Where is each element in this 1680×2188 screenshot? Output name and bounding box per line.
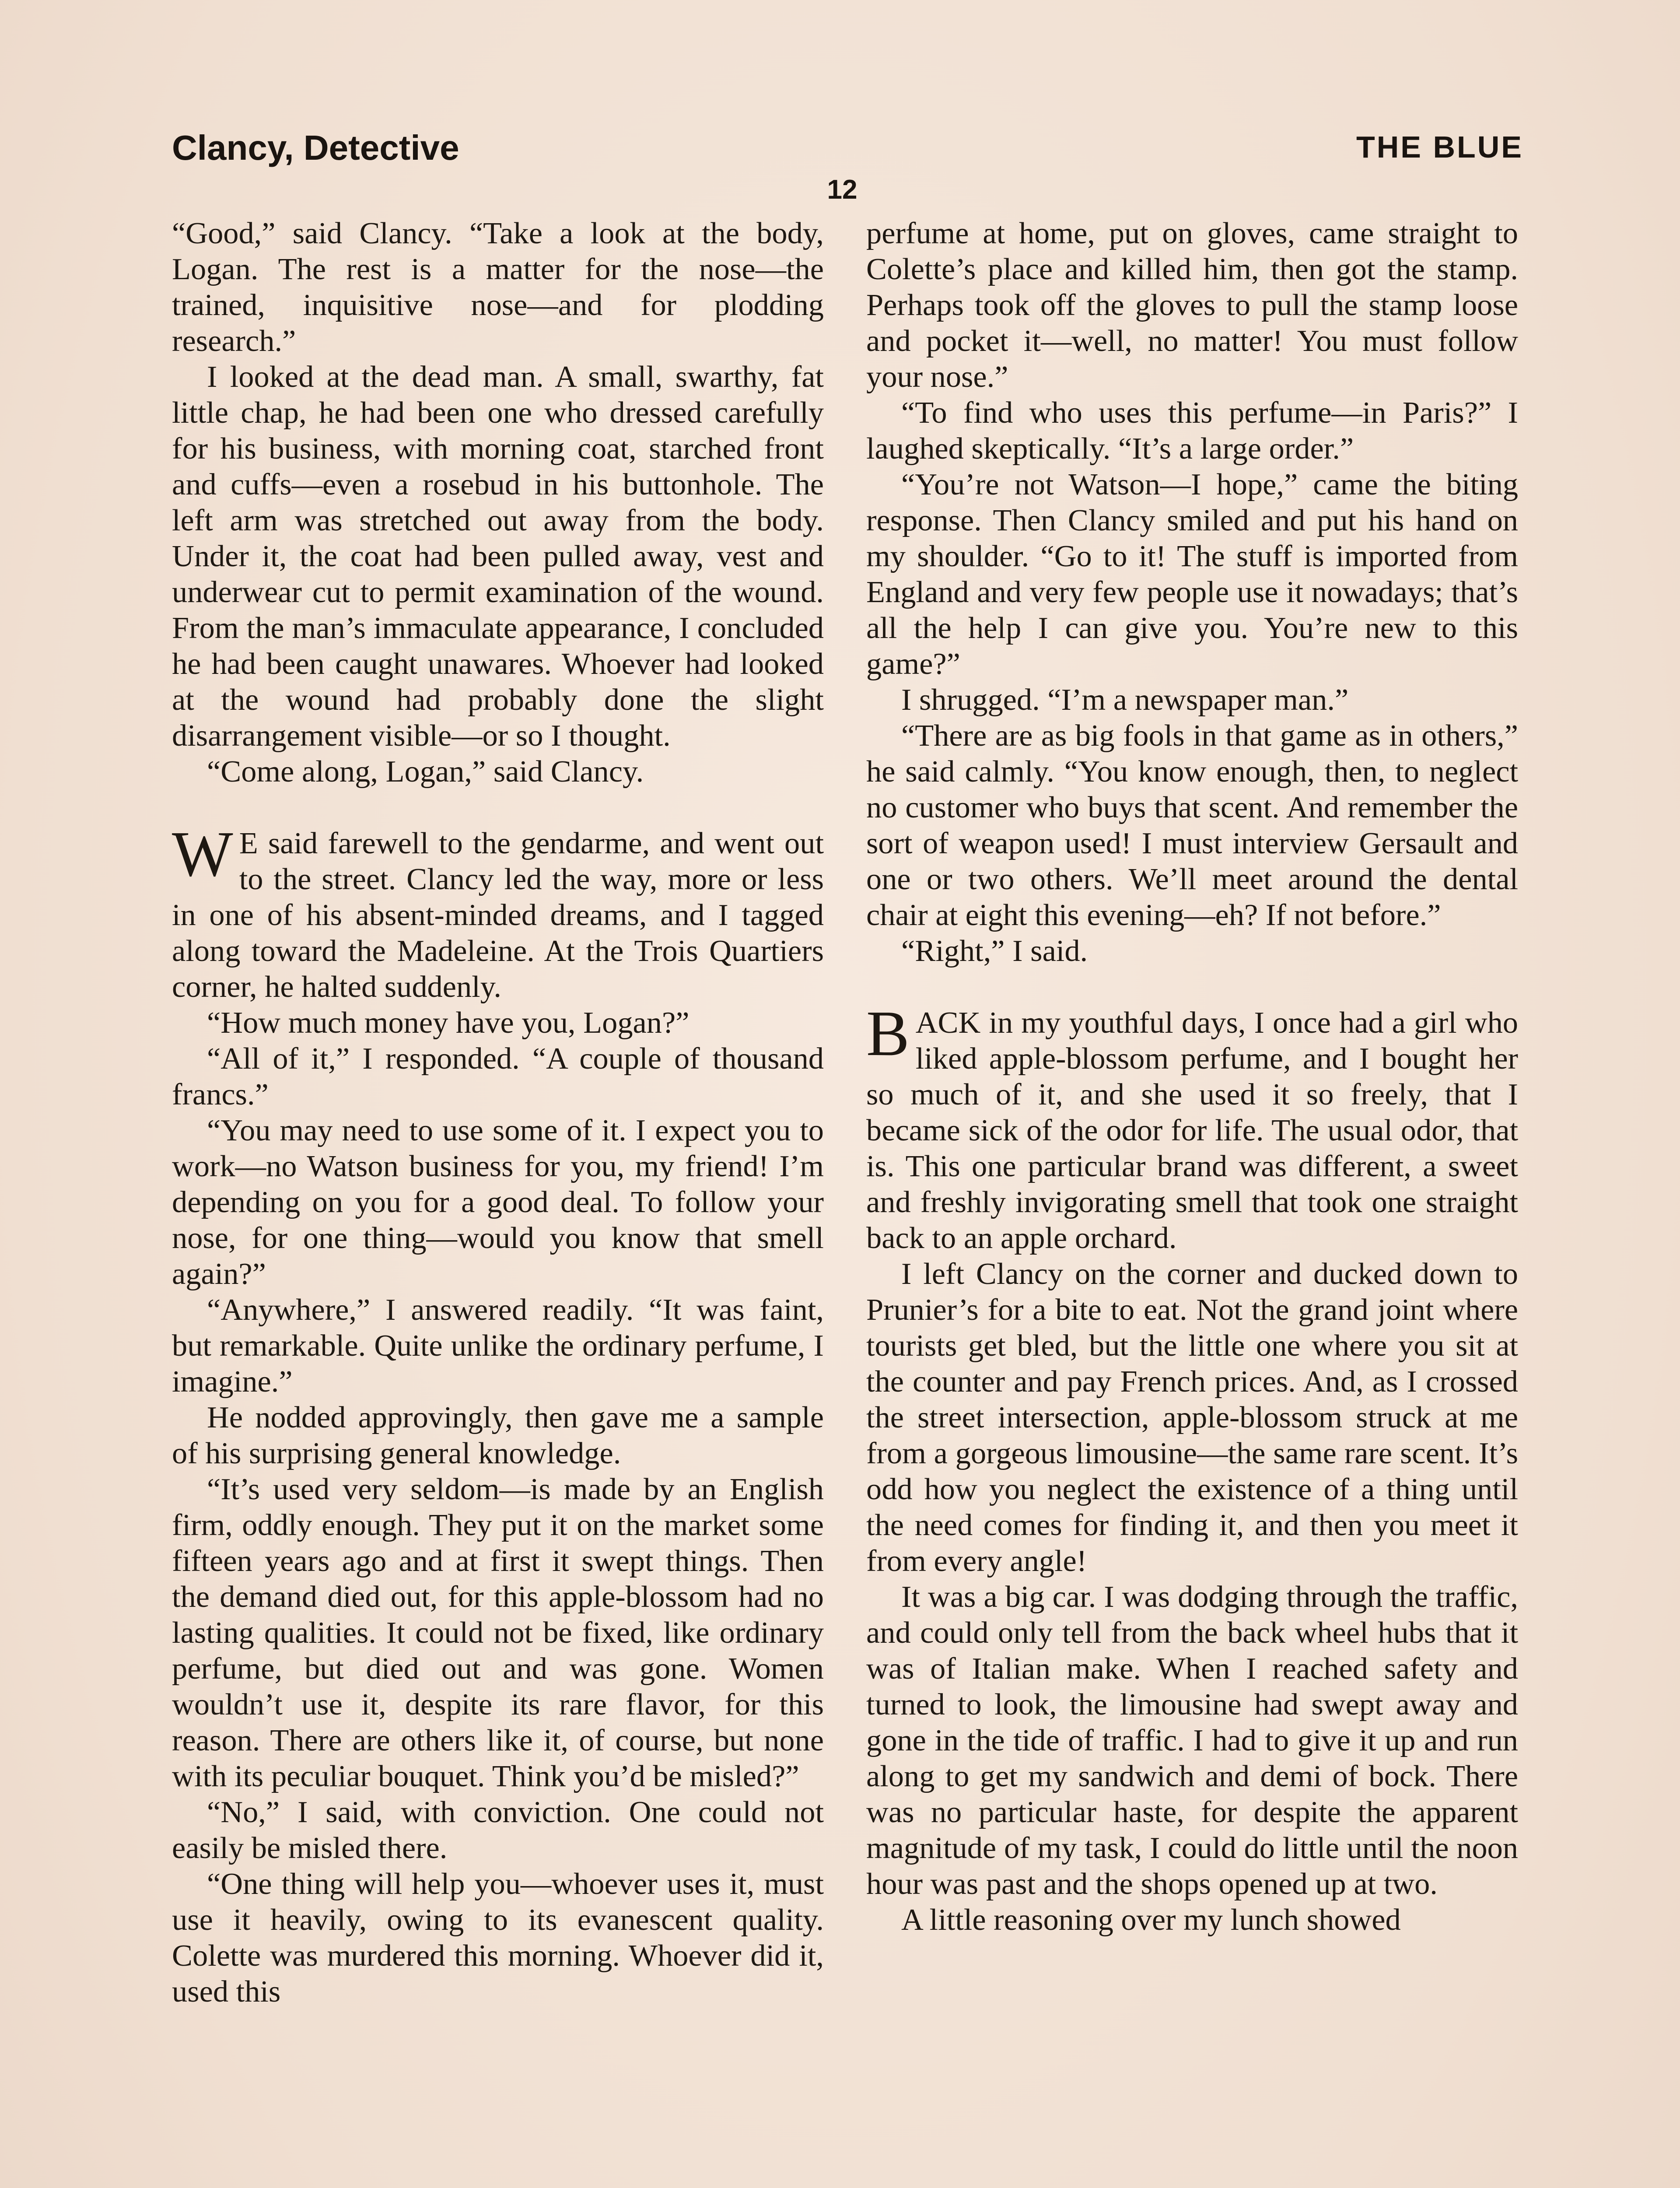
paragraph: “All of it,” I responded. “A couple of thousand francs.” — [172, 1041, 824, 1112]
paragraph: “Anywhere,” I answered readily. “It was faint, but remarkable. Quite unlike the ordinary perfume, I imagine.” — [172, 1293, 824, 1399]
paragraph: “You’re not Watson—I hope,” came the biting response. Then Clancy smiled and put his hand on my shoulder. “Go to it! The stuff is imported from England and very few people use it nowadays; that’s all the help I can give you. You’re new to this game?” — [866, 467, 1518, 681]
magazine-name-header: THE BLUE — [1356, 130, 1523, 164]
section-start-paragraph — [172, 818, 824, 1005]
paragraph: “It’s used very seldom—is made by an English firm, oddly enough. They put it on the market some fifteen years ago and at first it swept things. Then the demand died out, for this apple-blossom had no lasting qualities. It could not be fixed, like ordinary perfume, but died out and was gone. Women wouldn’t use it, despite its rare flavor, for this reason. There are others like it, of course, but none with its peculiar bouquet. Think you’d be misled?” — [172, 1472, 824, 1793]
paragraph: A little reasoning over my lunch showed — [901, 1903, 1401, 1937]
paragraph: “There are as big fools in that game as in others,” he said calmly. “You know enough, then, to neglect no customer who buys that scent. And remember the sort of weapon used! I must interview Gersault and one or two others. We’ll meet around the dental chair at eight this evening—eh? If not before.” — [866, 719, 1518, 932]
left-text-column — [172, 215, 824, 2009]
paragraph: perfume at home, put on gloves, came straight to Colette’s place and killed him, then got the stamp. Perhaps took off the gloves to pull the stamp loose and pocket it—well, no matter! You must follow your nose.” — [866, 216, 1518, 394]
story-title-header: Clancy, Detective — [172, 128, 459, 167]
paragraph: I looked at the dead man. A small, swarthy, fat little chap, he had been one who dressed carefully for his business, with morning coat, starched front and cuffs—even a rosebud in his buttonhole. The left arm was stretched out away from the body. Under it, the coat had been pulled away, vest and underwear cut to permit examination of the wound. From the man’s immaculate appearance, I concluded he had been caught unawares. Whoever had looked at the wound had probably done the slight disarrangement visible—or so I thought. — [172, 360, 824, 753]
paragraph-text: ACK in my youthful days, I once had a girl who liked apple-blossom perfume, and I bought her so much of it, and she used it so freely, that I became sick of the odor for life. The usual odor, that is. This one particular brand was different, a sweet and freshly invigorating smell that took one straight back to an apple orchard. — [866, 1006, 1518, 1255]
paragraph: “One thing will help you—whoever uses it, must use it heavily, owing to its evanescent quality. Colette was murdered this morning. Whoever did it, used this — [172, 1867, 824, 2009]
paragraph: I shrugged. “I’m a newspaper man.” — [901, 683, 1349, 717]
paragraph: “Come along, Logan,” said Clancy. — [207, 754, 644, 789]
drop-cap-letter: W — [172, 818, 233, 890]
paragraph: “How much money have you, Logan?” — [207, 1006, 690, 1040]
paragraph: “To find who uses this perfume—in Paris?” I laughed skeptically. “It’s a large order.” — [866, 396, 1518, 466]
page-number: 12 — [827, 175, 858, 205]
right-text-column — [866, 215, 1518, 1938]
paragraph: “Right,” I said. — [901, 934, 1088, 968]
paragraph: “You may need to use some of it. I expect you to work—no Watson business for you, my friend! I’m depending on you for a good deal. To follow your nose, for one thing—would you know that smell again?” — [172, 1113, 824, 1291]
paragraph: He nodded approvingly, then gave me a sample of his surprising general knowledge. — [172, 1400, 824, 1470]
drop-cap-letter: B — [866, 998, 910, 1069]
paragraph: “Good,” said Clancy. “Take a look at the body, Logan. The rest is a matter for the nose—the trained, inquisitive nose—and for plodding research.” — [172, 216, 824, 358]
paragraph-text: E said farewell to the gendarme, and went out to the street. Clancy led the way, more or less in one of his absent-minded dreams, and I tagged along toward the Madeleine. At the Trois Quartiers corner, he halted suddenly. — [172, 826, 824, 1004]
paragraph: “No,” I said, with conviction. One could not easily be misled there. — [172, 1795, 824, 1865]
section-start-paragraph — [866, 998, 1518, 1256]
paragraph: I left Clancy on the corner and ducked down to Prunier’s for a bite to eat. Not the grand joint where tourists get bled, but the little one where you sit at the counter and pay French prices. And, as I crossed the street intersection, apple-blossom struck at me from a gorgeous limousine—the same rare scent. It’s odd how you neglect the existence of a thing until the need comes for finding it, and then you meet it from every angle! — [866, 1257, 1518, 1578]
paragraph: It was a big car. I was dodging through the traffic, and could only tell from the back wheel hubs that it was of Italian make. When I reached safety and turned to look, the limousine had swept away and gone in the tide of traffic. I had to give it up and run along to get my sandwich and demi of bock. There was no particular haste, for despite the apparent magnitude of my task, I could do little until the noon hour was past and the shops opened up at two. — [866, 1580, 1518, 1901]
